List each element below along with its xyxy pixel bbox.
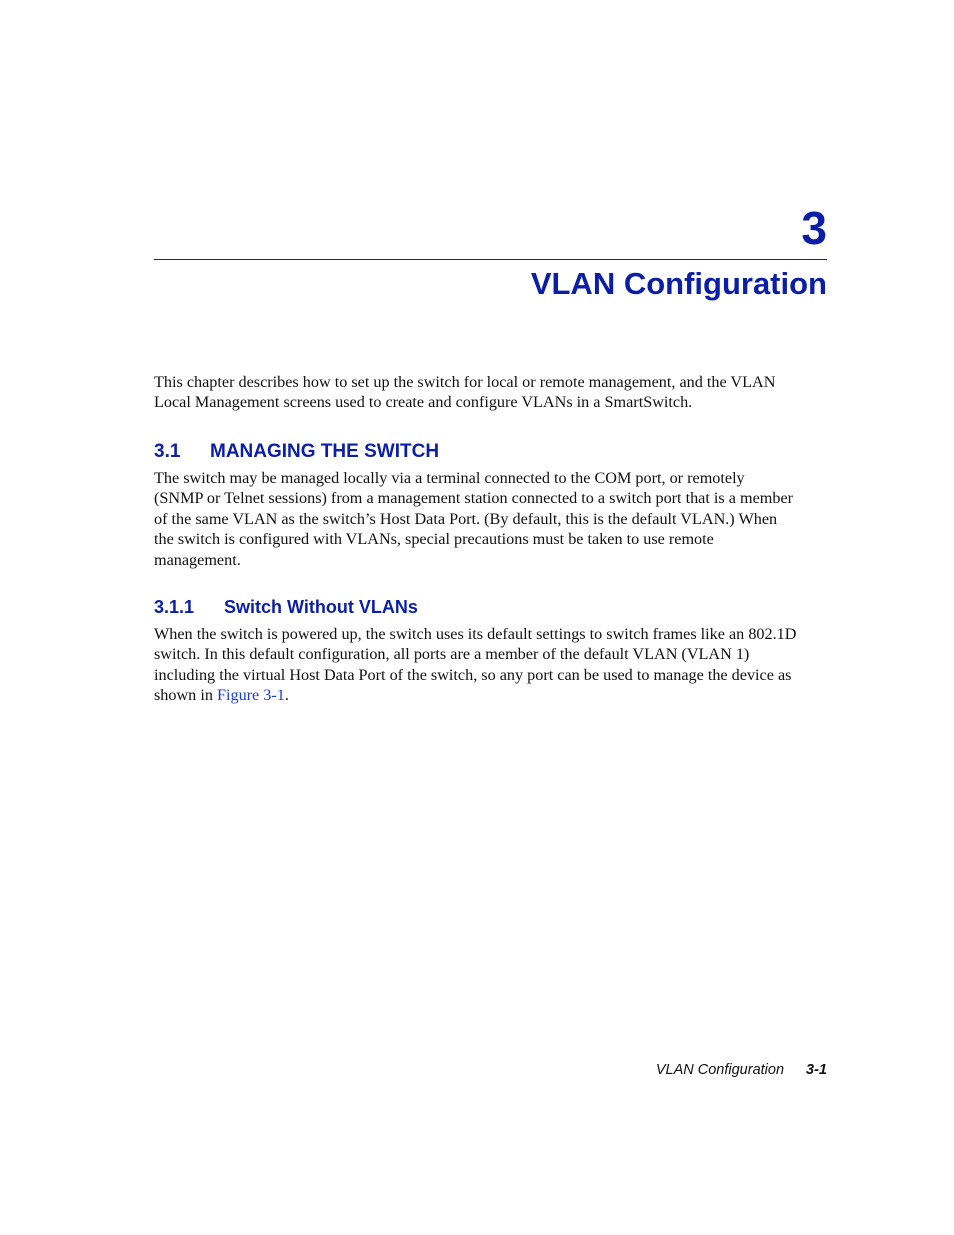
- section-number: 3.1.1: [154, 597, 195, 617]
- section-title: MANAGING THE SWITCH: [210, 441, 440, 462]
- paragraph-line: of the same VLAN as the switch’s Host Data Port. (By default, this is the default VLAN.) When: [154, 509, 778, 528]
- section-3-1-paragraph: [154, 468, 830, 570]
- footer-title: VLAN Configuration: [655, 1062, 785, 1078]
- paragraph-line: the switch is configured with VLANs, special precautions must be taken to use remote: [154, 530, 714, 549]
- section-heading-3-1-1: [154, 595, 418, 619]
- paragraph-line-prefix: shown in: [154, 686, 217, 705]
- section-title: Switch Without VLANs: [224, 597, 418, 617]
- paragraph-line: switch. In this default configuration, all ports are a member of the default VLAN (VLAN 1): [154, 645, 750, 664]
- intro-line: Local Management screens used to create and configure VLANs in a SmartSwitch.: [154, 393, 693, 412]
- figure-3-1-link[interactable]: Figure 3-1: [216, 686, 285, 705]
- section-heading-3-1: [154, 440, 439, 464]
- section-number: 3.1: [154, 441, 181, 462]
- paragraph-line: When the switch is powered up, the switch uses its default settings to switch frames like an 802.1D: [154, 625, 797, 643]
- page-footer: [656, 1060, 827, 1080]
- paragraph-line-suffix: .: [284, 686, 289, 705]
- paragraph-line: management.: [154, 550, 241, 569]
- chapter-rule: [154, 259, 827, 260]
- paragraph-line: The switch may be managed locally via a terminal connected to the COM port, or remotely: [154, 469, 745, 487]
- paragraph-line: including the virtual Host Data Port of the switch, so any port can be used to manage the device as: [154, 665, 792, 684]
- footer-page-number: 3-1: [806, 1062, 827, 1078]
- chapter-title: VLAN Configuration: [530, 266, 827, 301]
- intro-paragraph: [154, 372, 830, 413]
- paragraph-line: (SNMP or Telnet sessions) from a management station connected to a switch port that is a member: [154, 489, 794, 508]
- chapter-number: 3: [801, 202, 827, 254]
- section-3-1-1-paragraph: [154, 624, 830, 706]
- intro-line: This chapter describes how to set up the switch for local or remote management, and the VLAN: [154, 373, 776, 391]
